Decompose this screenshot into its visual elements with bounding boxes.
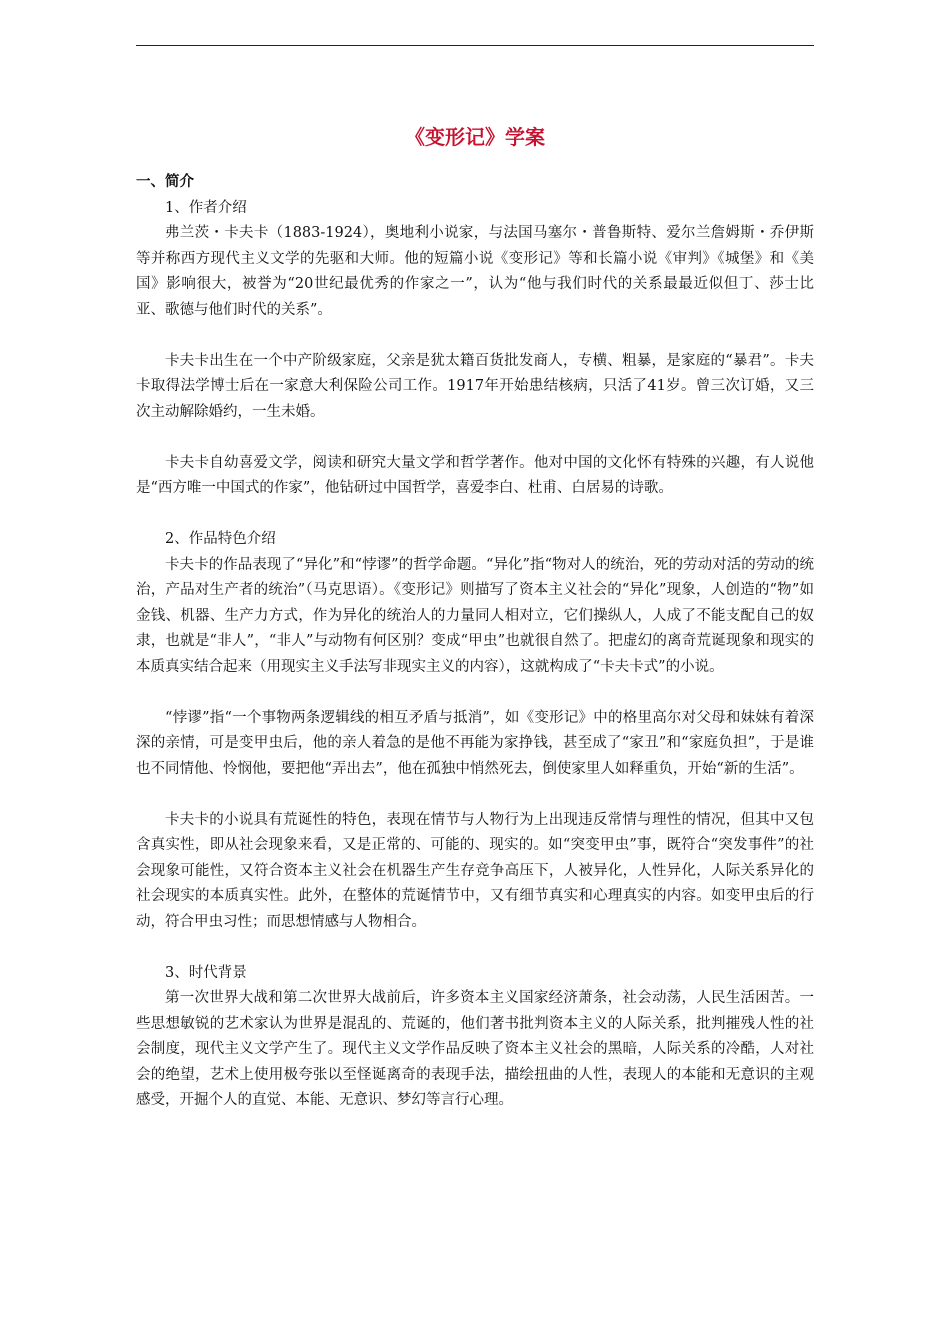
background-paragraph-1: 第一次世界大战和第二次世界大战前后，许多资本主义国家经济萧条，社会动荡，人民生活困苦。一些思想敏锐的艺术家认为世界是混乱的、荒诞的，他们著书批判资本主义的人际关系，批判摧残人性的社会制度，现代主义文学产生了。现代主义文学作品反映了资本主义社会的黑暗，人际关系的冷酷，人对社会的绝望，艺术上使用极夸张以至怪诞离奇的表现手法，描绘扭曲的人性，表现人的本能和无意识的主观感受，开掘个人的直觉、本能、无意识、梦幻等言行心理。 xyxy=(136,990,814,1108)
features-paragraph-1: 卡夫卡的作品表现了“异化”和“悖谬”的哲学命题。“异化”指“物对人的统治，死的劳动对活的劳动的统治，产品对生产者的统治”（马克思语）。《变形记》则描写了资本主义社会的“异化”现象，人创造的“物”如金钱、机器、生产力方式，作为异化的统治人的力量同人相对立，它们操纵人，人成了不能支配自己的奴隶，也就是“非人”，“非人”与动物有何区别？变成“甲虫”也就很自然了。把虚幻的离奇荒诞现象和现实的本质真实结合起来（用现实主义手法写非现实主义的内容），这就构成了“卡夫卡式”的小说。 xyxy=(136,556,814,675)
document-title: 《变形记》学案 xyxy=(405,125,545,149)
subsection-heading-features: 2、作品特色介绍 xyxy=(165,531,276,547)
features-paragraph-3: 卡夫卡的小说具有荒诞性的特色，表现在情节与人物行为上出现违反常情与理性的情况，但其中又包含真实性，即从社会现象来看，又是正常的、可能的、现实的。如“突变甲虫”事，既符合“突发事件”的社会现象可能性，又符合资本主义社会在机器生产生存竞争高压下，人被异化，人性异化，人际关系异化的社会现实的本质真实性。此外，在整体的荒诞情节中，又有细节真实和心理真实的内容。如变甲虫后的行动，符合甲虫习性；而思想情感与人物相合。 xyxy=(136,811,814,930)
subsection-heading-background: 3、时代背景 xyxy=(165,964,247,981)
author-paragraph-3: 卡夫卡自幼喜爱文学，阅读和研究大量文学和哲学著作。他对中国的文化怀有特殊的兴趣，有人说他是“西方唯一中国式的作家”，他钻研过中国哲学，喜爱李白、杜甫、白居易的诗歌。 xyxy=(136,454,814,496)
author-paragraph-2: 卡夫卡出生在一个中产阶级家庭，父亲是犹太籍百货批发商人，专横、粗暴，是家庭的“暴君”。卡夫卡取得法学博士后在一家意大利保险公司工作。1917年开始患结核病，只活了41岁。曾三次订婚，又三次主动解除婚约，一生未婚。 xyxy=(136,352,814,420)
header-rule xyxy=(136,45,814,46)
section-heading-intro: 一、简介 xyxy=(136,174,194,190)
subsection-heading-author: 1、作者介绍 xyxy=(165,199,247,216)
author-paragraph-1: 弗兰茨・卡夫卡（1883-1924），奥地利小说家，与法国马塞尔・普鲁斯特、爱尔兰詹姆斯・乔伊斯等并称西方现代主义文学的先驱和大师。他的短篇小说《变形记》等和长篇小说《审判》《城堡》和《美国》影响很大，被誉为“20世纪最优秀的作家之一”，认为“他与我们时代的关系最最近似但丁、莎士比亚、歌德与他们时代的关系”。 xyxy=(136,225,814,318)
document-body xyxy=(136,170,814,1114)
features-paragraph-2: “悖谬”指“一个事物两条逻辑线的相互矛盾与抵消”，如《变形记》中的格里高尔对父母和妹妹有着深深的亲情，可是变甲虫后，他的亲人着急的是他不再能为家挣钱，甚至成了“家丑”和“家庭负担”，于是谁也不同情他、怜悯他，要把他“弄出去”，他在孤独中悄然死去，倒使家里人如释重负，开始“新的生活”。 xyxy=(136,709,814,777)
